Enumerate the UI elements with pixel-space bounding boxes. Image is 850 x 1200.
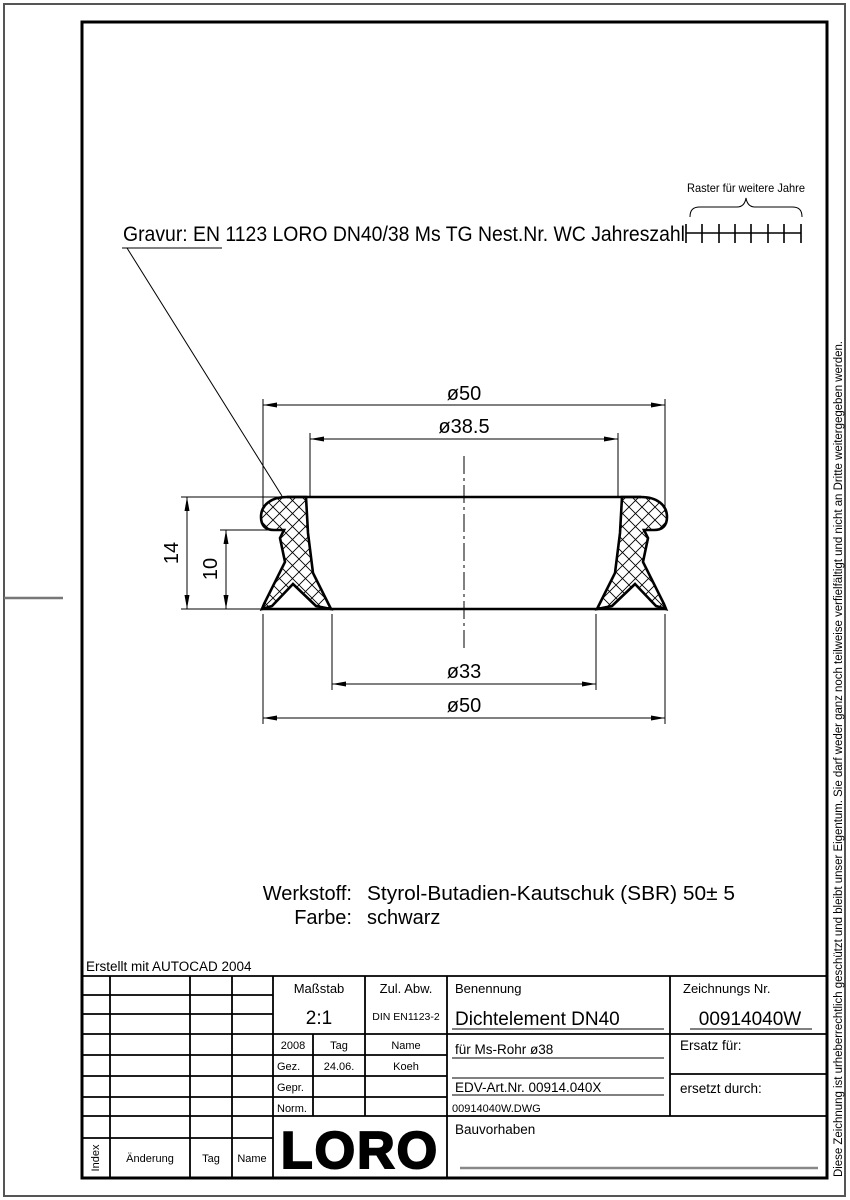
zeichnungs-label: Zeichnungs Nr. (683, 981, 771, 996)
dim-label-height-lip: 10 (200, 557, 222, 581)
raster-label: Raster für weitere Jahre (687, 181, 806, 195)
massstab-value: 2:1 (305, 1008, 333, 1029)
norm-label: Norm. (277, 1103, 307, 1115)
farbe-value: schwarz (367, 907, 441, 929)
zul-abw-label: Zul. Abw. (379, 981, 433, 996)
dwg-value: 00914040W.DWG (452, 1103, 541, 1115)
benennung-label: Benennung (455, 981, 522, 996)
created-with-note: Erstellt mit AUTOCAD 2004 (86, 959, 252, 974)
dim-label-height-total: 14 (161, 541, 183, 565)
year-value: 2008 (280, 1040, 306, 1052)
fuer-value: für Ms-Rohr ø38 (455, 1042, 554, 1057)
tag-col-label: Tag (330, 1040, 348, 1052)
copyright-note: Diese Zeichnung ist urheberrechtlich geschützt und bleibt unser Eigentum. Sie darf weder ganz noch teilweise verfielfältigt und nicht an Dritte weitergegeben werden. (833, 336, 845, 1177)
gez-date: 24.06. (323, 1061, 355, 1073)
ersatz-label: Ersatz für: (680, 1038, 742, 1053)
massstab-label: Maßstab (293, 981, 345, 996)
dim-label-outer-top: ø50 (446, 383, 482, 405)
tag-bottom-label: Tag (202, 1153, 220, 1165)
name-col-label: Name (391, 1040, 421, 1052)
bauvorhaben-label: Bauvorhaben (455, 1122, 536, 1137)
dim-label-outer-bottom: ø50 (446, 695, 482, 717)
zul-abw-value: DIN EN1123-2 (372, 1011, 440, 1023)
aenderung-label: Änderung (126, 1153, 174, 1165)
werkstoff-label: Werkstoff: (262, 883, 352, 905)
farbe-label: Farbe: (294, 907, 352, 929)
gez-label: Gez. (277, 1061, 301, 1073)
edv-value: EDV-Art.Nr. 00914.040X (455, 1080, 602, 1095)
dim-label-inner-bottom: ø33 (446, 661, 482, 683)
index-label: Index (90, 1144, 102, 1172)
ersetzt-label: ersetzt durch: (680, 1081, 762, 1096)
zeichnungs-value: 00914040W (698, 1009, 802, 1030)
name-bottom-label: Name (237, 1153, 267, 1165)
loro-logo: LORO (280, 1122, 440, 1180)
gepr-label: Gepr. (277, 1082, 304, 1094)
werkstoff-value: Styrol-Butadien-Kautschuk (SBR) 50± 5 (367, 883, 735, 905)
engraving-text: Gravur: EN 1123 LORO DN40/38 Ms TG Nest.Nr. WC Jahreszahl (123, 223, 685, 246)
gez-name: Koeh (393, 1061, 419, 1073)
dim-label-inner-top: ø38.5 (438, 416, 490, 438)
benennung-value: Dichtelement DN40 (455, 1009, 620, 1030)
